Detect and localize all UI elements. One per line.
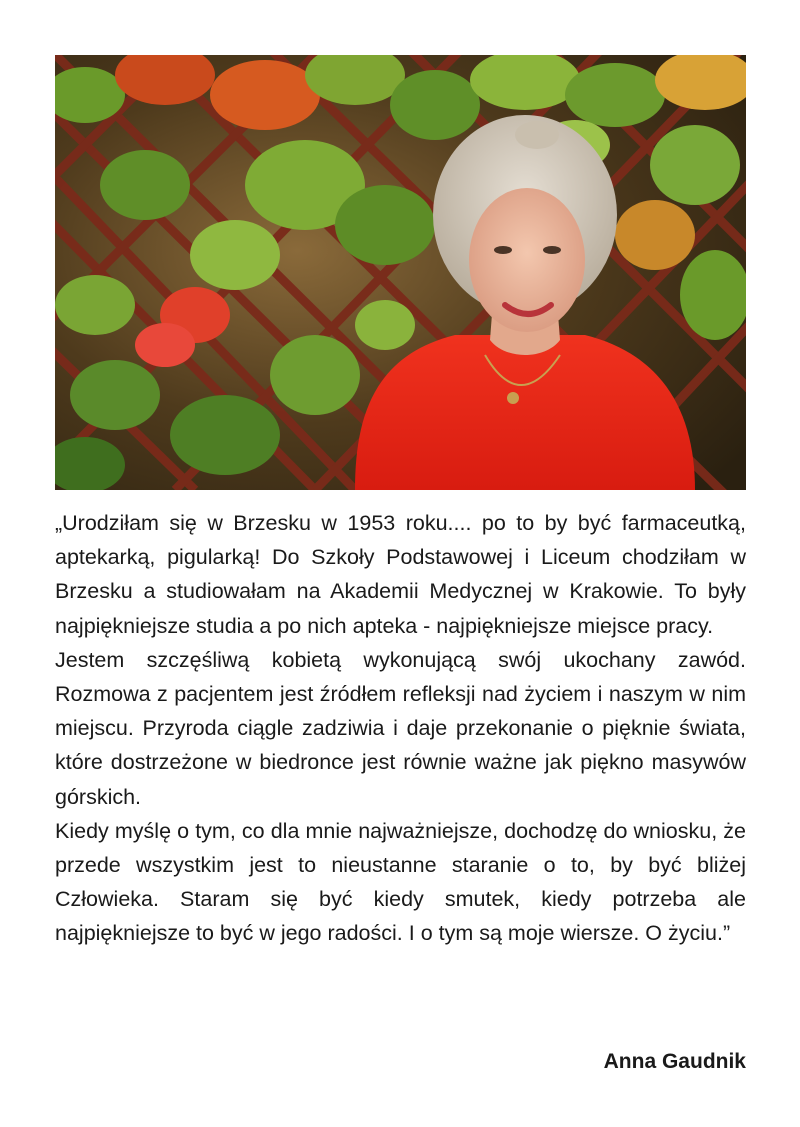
quote-paragraph: Jestem szczęśliwą kobietą wykonującą swój ukochany zawód. Rozmowa z pacjentem jest źródłem refleksji nad życiem i naszym w nim miejscu. Przyroda ciągle zadziwia i daje przekonanie o pięknie świata, które dostrzeżone w biedronce jest równie ważne jak piękno masywów górskich. (55, 647, 746, 809)
author-signature: Anna Gaudnik (603, 1050, 746, 1073)
portrait-illustration (55, 55, 746, 490)
portrait-photo (55, 55, 746, 490)
quote-paragraph: Kiedy myślę o tym, co dla mnie najważniejsze, dochodzę do wniosku, że przede wszystkim jest to nieustanne staranie o to, by być bliżej Człowieka. Staram się być kiedy smutek, kiedy potrzeba ale najpiękniejsze to być w jego radości. I o tym są moje wiersze. O życiu.” (55, 818, 746, 946)
quote-paragraph: „Urodziłam się w Brzesku w 1953 roku.... po to by być farmaceutką, aptekarką, pigularką! Do Szkoły Podstawowej i Liceum chodziłam w Brzesku a studiowałam na Akademii Medycznej w Krakowie. To były najpiękniejsze studia a po nich apteka - najpiękniejsze miejsce pracy. (55, 511, 746, 638)
biography-quote (55, 506, 746, 951)
